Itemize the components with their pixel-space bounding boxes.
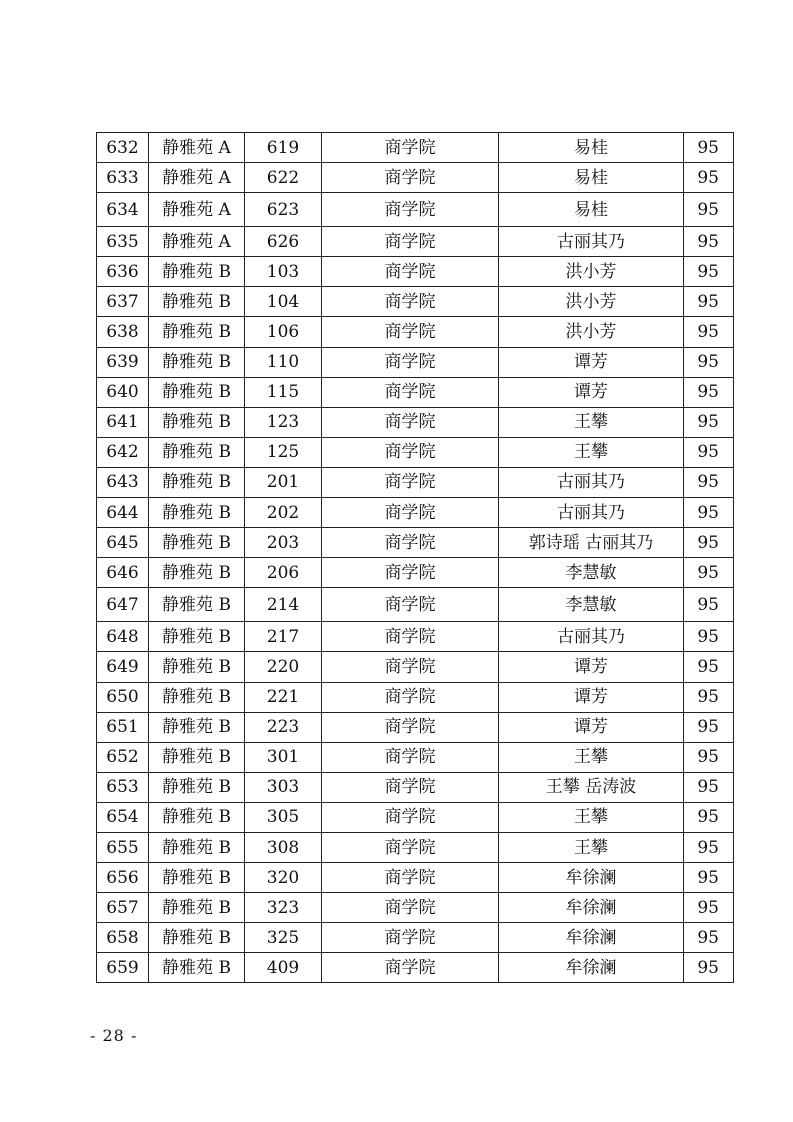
row-number-cell: 643 xyxy=(97,467,149,497)
score-cell: 95 xyxy=(684,923,734,953)
building-cell: 静雅苑 B xyxy=(149,863,245,893)
score-cell: 95 xyxy=(684,772,734,802)
inspector-name-cell: 王攀 xyxy=(499,742,684,772)
dormitory-score-table xyxy=(96,132,734,983)
row-number-cell: 644 xyxy=(97,498,149,528)
score-cell: 95 xyxy=(684,257,734,287)
building-cell: 静雅苑 B xyxy=(149,772,245,802)
college-cell: 商学院 xyxy=(322,377,499,407)
table-row xyxy=(97,498,734,528)
inspector-name-cell: 王攀 xyxy=(499,407,684,437)
row-number-cell: 646 xyxy=(97,558,149,588)
inspector-name-cell: 洪小芳 xyxy=(499,287,684,317)
building-cell: 静雅苑 B xyxy=(149,317,245,347)
building-cell: 静雅苑 A xyxy=(149,193,245,227)
inspector-name-cell: 谭芳 xyxy=(499,652,684,682)
room-number-cell: 123 xyxy=(245,407,322,437)
table-row xyxy=(97,467,734,497)
row-number-cell: 638 xyxy=(97,317,149,347)
building-cell: 静雅苑 B xyxy=(149,923,245,953)
college-cell: 商学院 xyxy=(322,347,499,377)
room-number-cell: 409 xyxy=(245,953,322,983)
score-cell: 95 xyxy=(684,682,734,712)
inspector-name-cell: 易桂 xyxy=(499,163,684,193)
row-number-cell: 645 xyxy=(97,528,149,558)
score-cell: 95 xyxy=(684,133,734,163)
score-cell: 95 xyxy=(684,498,734,528)
room-number-cell: 305 xyxy=(245,802,322,832)
room-number-cell: 104 xyxy=(245,287,322,317)
building-cell: 静雅苑 B xyxy=(149,257,245,287)
building-cell: 静雅苑 B xyxy=(149,437,245,467)
college-cell: 商学院 xyxy=(322,588,499,622)
row-number-cell: 658 xyxy=(97,923,149,953)
room-number-cell: 110 xyxy=(245,347,322,377)
table-row xyxy=(97,772,734,802)
inspector-name-cell: 古丽其乃 xyxy=(499,227,684,257)
row-number-cell: 649 xyxy=(97,652,149,682)
row-number-cell: 637 xyxy=(97,287,149,317)
score-cell: 95 xyxy=(684,588,734,622)
inspector-name-cell: 谭芳 xyxy=(499,682,684,712)
college-cell: 商学院 xyxy=(322,622,499,652)
building-cell: 静雅苑 B xyxy=(149,377,245,407)
score-cell: 95 xyxy=(684,227,734,257)
room-number-cell: 221 xyxy=(245,682,322,712)
row-number-cell: 657 xyxy=(97,893,149,923)
inspector-name-cell: 牟徐澜 xyxy=(499,893,684,923)
room-number-cell: 201 xyxy=(245,467,322,497)
score-cell: 95 xyxy=(684,652,734,682)
row-number-cell: 659 xyxy=(97,953,149,983)
college-cell: 商学院 xyxy=(322,287,499,317)
score-cell: 95 xyxy=(684,377,734,407)
room-number-cell: 223 xyxy=(245,712,322,742)
table-row xyxy=(97,802,734,832)
row-number-cell: 652 xyxy=(97,742,149,772)
college-cell: 商学院 xyxy=(322,772,499,802)
college-cell: 商学院 xyxy=(322,712,499,742)
room-number-cell: 622 xyxy=(245,163,322,193)
college-cell: 商学院 xyxy=(322,863,499,893)
score-cell: 95 xyxy=(684,893,734,923)
table-row xyxy=(97,133,734,163)
college-cell: 商学院 xyxy=(322,467,499,497)
building-cell: 静雅苑 B xyxy=(149,893,245,923)
building-cell: 静雅苑 B xyxy=(149,407,245,437)
building-cell: 静雅苑 A xyxy=(149,133,245,163)
table-row xyxy=(97,832,734,862)
inspector-name-cell: 牟徐澜 xyxy=(499,923,684,953)
college-cell: 商学院 xyxy=(322,437,499,467)
row-number-cell: 640 xyxy=(97,377,149,407)
college-cell: 商学院 xyxy=(322,742,499,772)
building-cell: 静雅苑 B xyxy=(149,712,245,742)
college-cell: 商学院 xyxy=(322,652,499,682)
college-cell: 商学院 xyxy=(322,832,499,862)
row-number-cell: 642 xyxy=(97,437,149,467)
building-cell: 静雅苑 B xyxy=(149,528,245,558)
table-row xyxy=(97,227,734,257)
row-number-cell: 641 xyxy=(97,407,149,437)
college-cell: 商学院 xyxy=(322,528,499,558)
score-cell: 95 xyxy=(684,953,734,983)
college-cell: 商学院 xyxy=(322,802,499,832)
inspector-name-cell: 郭诗瑶 古丽其乃 xyxy=(499,528,684,558)
table-row xyxy=(97,953,734,983)
row-number-cell: 632 xyxy=(97,133,149,163)
table-row xyxy=(97,652,734,682)
building-cell: 静雅苑 B xyxy=(149,953,245,983)
score-cell: 95 xyxy=(684,742,734,772)
college-cell: 商学院 xyxy=(322,193,499,227)
row-number-cell: 635 xyxy=(97,227,149,257)
row-number-cell: 653 xyxy=(97,772,149,802)
inspector-name-cell: 谭芳 xyxy=(499,712,684,742)
row-number-cell: 633 xyxy=(97,163,149,193)
row-number-cell: 648 xyxy=(97,622,149,652)
score-cell: 95 xyxy=(684,163,734,193)
page-number: - 28 - xyxy=(90,1026,138,1045)
room-number-cell: 103 xyxy=(245,257,322,287)
room-number-cell: 203 xyxy=(245,528,322,558)
building-cell: 静雅苑 B xyxy=(149,622,245,652)
college-cell: 商学院 xyxy=(322,893,499,923)
table-row xyxy=(97,163,734,193)
room-number-cell: 106 xyxy=(245,317,322,347)
building-cell: 静雅苑 B xyxy=(149,467,245,497)
room-number-cell: 217 xyxy=(245,622,322,652)
building-cell: 静雅苑 B xyxy=(149,287,245,317)
building-cell: 静雅苑 B xyxy=(149,682,245,712)
room-number-cell: 202 xyxy=(245,498,322,528)
score-cell: 95 xyxy=(684,712,734,742)
room-number-cell: 320 xyxy=(245,863,322,893)
score-cell: 95 xyxy=(684,528,734,558)
table-row xyxy=(97,863,734,893)
room-number-cell: 323 xyxy=(245,893,322,923)
building-cell: 静雅苑 B xyxy=(149,347,245,377)
college-cell: 商学院 xyxy=(322,682,499,712)
inspector-name-cell: 王攀 xyxy=(499,437,684,467)
row-number-cell: 655 xyxy=(97,832,149,862)
room-number-cell: 125 xyxy=(245,437,322,467)
row-number-cell: 639 xyxy=(97,347,149,377)
college-cell: 商学院 xyxy=(322,953,499,983)
table-row xyxy=(97,407,734,437)
score-cell: 95 xyxy=(684,558,734,588)
room-number-cell: 626 xyxy=(245,227,322,257)
table-row xyxy=(97,558,734,588)
table-row xyxy=(97,742,734,772)
building-cell: 静雅苑 B xyxy=(149,742,245,772)
table-row xyxy=(97,193,734,227)
score-cell: 95 xyxy=(684,317,734,347)
row-number-cell: 650 xyxy=(97,682,149,712)
score-cell: 95 xyxy=(684,622,734,652)
college-cell: 商学院 xyxy=(322,923,499,953)
room-number-cell: 303 xyxy=(245,772,322,802)
inspector-name-cell: 古丽其乃 xyxy=(499,622,684,652)
room-number-cell: 325 xyxy=(245,923,322,953)
row-number-cell: 636 xyxy=(97,257,149,287)
score-cell: 95 xyxy=(684,287,734,317)
row-number-cell: 634 xyxy=(97,193,149,227)
inspector-name-cell: 古丽其乃 xyxy=(499,498,684,528)
room-number-cell: 301 xyxy=(245,742,322,772)
room-number-cell: 308 xyxy=(245,832,322,862)
building-cell: 静雅苑 B xyxy=(149,652,245,682)
college-cell: 商学院 xyxy=(322,498,499,528)
room-number-cell: 115 xyxy=(245,377,322,407)
score-cell: 95 xyxy=(684,193,734,227)
table-row xyxy=(97,437,734,467)
table-row xyxy=(97,712,734,742)
room-number-cell: 623 xyxy=(245,193,322,227)
college-cell: 商学院 xyxy=(322,558,499,588)
score-cell: 95 xyxy=(684,802,734,832)
college-cell: 商学院 xyxy=(322,317,499,347)
inspector-name-cell: 李慧敏 xyxy=(499,558,684,588)
row-number-cell: 654 xyxy=(97,802,149,832)
table-row xyxy=(97,347,734,377)
building-cell: 静雅苑 B xyxy=(149,558,245,588)
inspector-name-cell: 易桂 xyxy=(499,133,684,163)
inspector-name-cell: 王攀 xyxy=(499,832,684,862)
college-cell: 商学院 xyxy=(322,163,499,193)
score-cell: 95 xyxy=(684,467,734,497)
score-cell: 95 xyxy=(684,863,734,893)
building-cell: 静雅苑 A xyxy=(149,227,245,257)
inspector-name-cell: 王攀 xyxy=(499,802,684,832)
room-number-cell: 206 xyxy=(245,558,322,588)
table-row xyxy=(97,622,734,652)
row-number-cell: 647 xyxy=(97,588,149,622)
inspector-name-cell: 古丽其乃 xyxy=(499,467,684,497)
score-cell: 95 xyxy=(684,407,734,437)
score-cell: 95 xyxy=(684,437,734,467)
row-number-cell: 651 xyxy=(97,712,149,742)
college-cell: 商学院 xyxy=(322,133,499,163)
college-cell: 商学院 xyxy=(322,257,499,287)
inspector-name-cell: 易桂 xyxy=(499,193,684,227)
inspector-name-cell: 牟徐澜 xyxy=(499,863,684,893)
row-number-cell: 656 xyxy=(97,863,149,893)
room-number-cell: 214 xyxy=(245,588,322,622)
room-number-cell: 619 xyxy=(245,133,322,163)
building-cell: 静雅苑 B xyxy=(149,498,245,528)
table-row xyxy=(97,923,734,953)
table-row xyxy=(97,588,734,622)
table-row xyxy=(97,287,734,317)
building-cell: 静雅苑 A xyxy=(149,163,245,193)
building-cell: 静雅苑 B xyxy=(149,802,245,832)
inspector-name-cell: 洪小芳 xyxy=(499,257,684,287)
room-number-cell: 220 xyxy=(245,652,322,682)
inspector-name-cell: 谭芳 xyxy=(499,377,684,407)
table-row xyxy=(97,317,734,347)
table-body xyxy=(97,133,734,983)
college-cell: 商学院 xyxy=(322,407,499,437)
score-cell: 95 xyxy=(684,832,734,862)
inspector-name-cell: 李慧敏 xyxy=(499,588,684,622)
building-cell: 静雅苑 B xyxy=(149,832,245,862)
inspector-name-cell: 王攀 岳涛波 xyxy=(499,772,684,802)
table-row xyxy=(97,893,734,923)
inspector-name-cell: 洪小芳 xyxy=(499,317,684,347)
college-cell: 商学院 xyxy=(322,227,499,257)
inspector-name-cell: 谭芳 xyxy=(499,347,684,377)
table-row xyxy=(97,528,734,558)
table-row xyxy=(97,682,734,712)
building-cell: 静雅苑 B xyxy=(149,588,245,622)
table-row xyxy=(97,377,734,407)
inspector-name-cell: 牟徐澜 xyxy=(499,953,684,983)
score-cell: 95 xyxy=(684,347,734,377)
table-row xyxy=(97,257,734,287)
